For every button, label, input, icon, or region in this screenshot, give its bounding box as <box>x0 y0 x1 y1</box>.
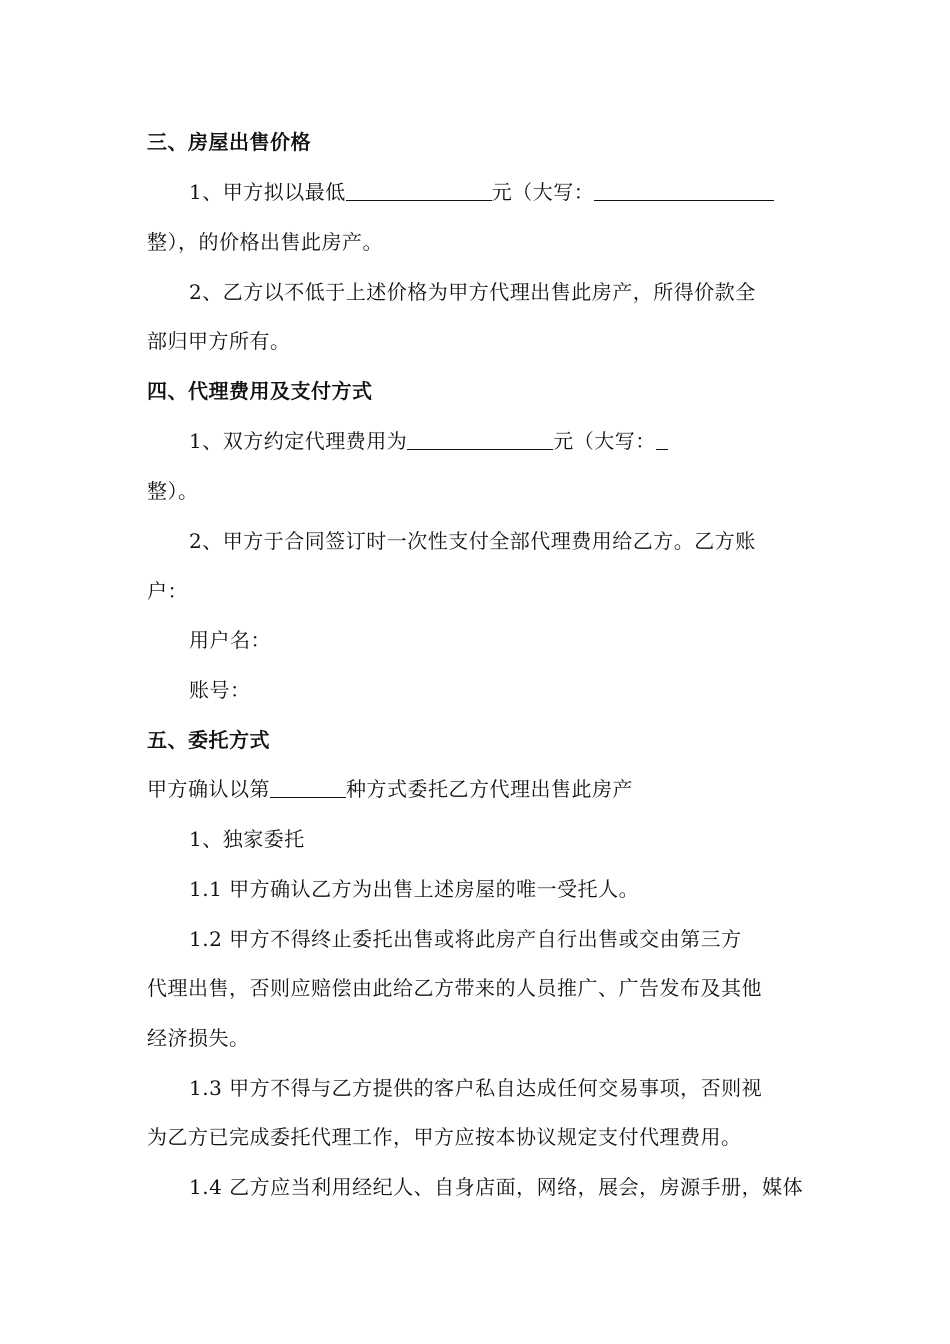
item-1-3-line2: 为乙方已完成委托代理工作，甲方应按本协议规定支付代理费用。 <box>147 1125 742 1149</box>
item-1-1: 1.1 甲方确认乙方为出售上述房屋的唯一受托人。 <box>189 877 640 901</box>
price-in-words-blank[interactable] <box>594 178 774 201</box>
username-label: 用户名： <box>189 628 271 652</box>
item-1-2-line1: 1.2 甲方不得终止委托出售或将此房产自行出售或交由第三方 <box>189 927 742 951</box>
fee-clause-1-cont: 整）。 <box>147 479 199 503</box>
price-clause-1 <box>189 177 774 207</box>
clause-text: 1、甲方拟以最低 <box>189 180 346 204</box>
clause-text: 元（大写： <box>553 429 656 453</box>
fee-clause-1 <box>189 426 668 456</box>
fee-clause-2-line2: 户： <box>147 579 188 603</box>
section-heading-fees: 四、代理费用及支付方式 <box>147 379 373 403</box>
section-heading-price: 三、房屋出售价格 <box>147 130 311 154</box>
item-1-2-line3: 经济损失。 <box>147 1026 250 1050</box>
price-clause-2-line2: 部归甲方所有。 <box>147 329 291 353</box>
clause-text: 甲方确认以第 <box>147 777 270 801</box>
entrustment-intro <box>147 774 633 804</box>
clause-text: 种方式委托乙方代理出售此房产 <box>346 777 633 801</box>
price-clause-2-line1: 2、乙方以不低于上述价格为甲方代理出售此房产，所得价款全 <box>189 280 756 304</box>
price-clause-1-cont: 整），的价格出售此房产。 <box>147 230 383 254</box>
item-1-2-line2: 代理出售，否则应赔偿由此给乙方带来的人员推广、广告发布及其他 <box>147 976 762 1000</box>
item-1-4-line1: 1.4 乙方应当利用经纪人、自身店面，网络，展会，房源手册，媒体 <box>189 1175 804 1199</box>
entrustment-method-blank[interactable] <box>270 775 346 798</box>
item-exclusive: 1、独家委托 <box>189 827 305 851</box>
section-heading-entrustment: 五、委托方式 <box>147 728 270 752</box>
min-price-blank[interactable] <box>346 178 492 201</box>
fee-in-words-blank[interactable] <box>656 427 668 450</box>
clause-text: 1、双方约定代理费用为 <box>189 429 408 453</box>
agency-fee-blank[interactable] <box>407 427 553 450</box>
fee-clause-2-line1: 2、甲方于合同签订时一次性支付全部代理费用给乙方。乙方账 <box>189 529 756 553</box>
account-label: 账号： <box>189 678 251 702</box>
item-1-3-line1: 1.3 甲方不得与乙方提供的客户私自达成任何交易事项，否则视 <box>189 1076 763 1100</box>
clause-text: 元（大写： <box>491 180 595 204</box>
